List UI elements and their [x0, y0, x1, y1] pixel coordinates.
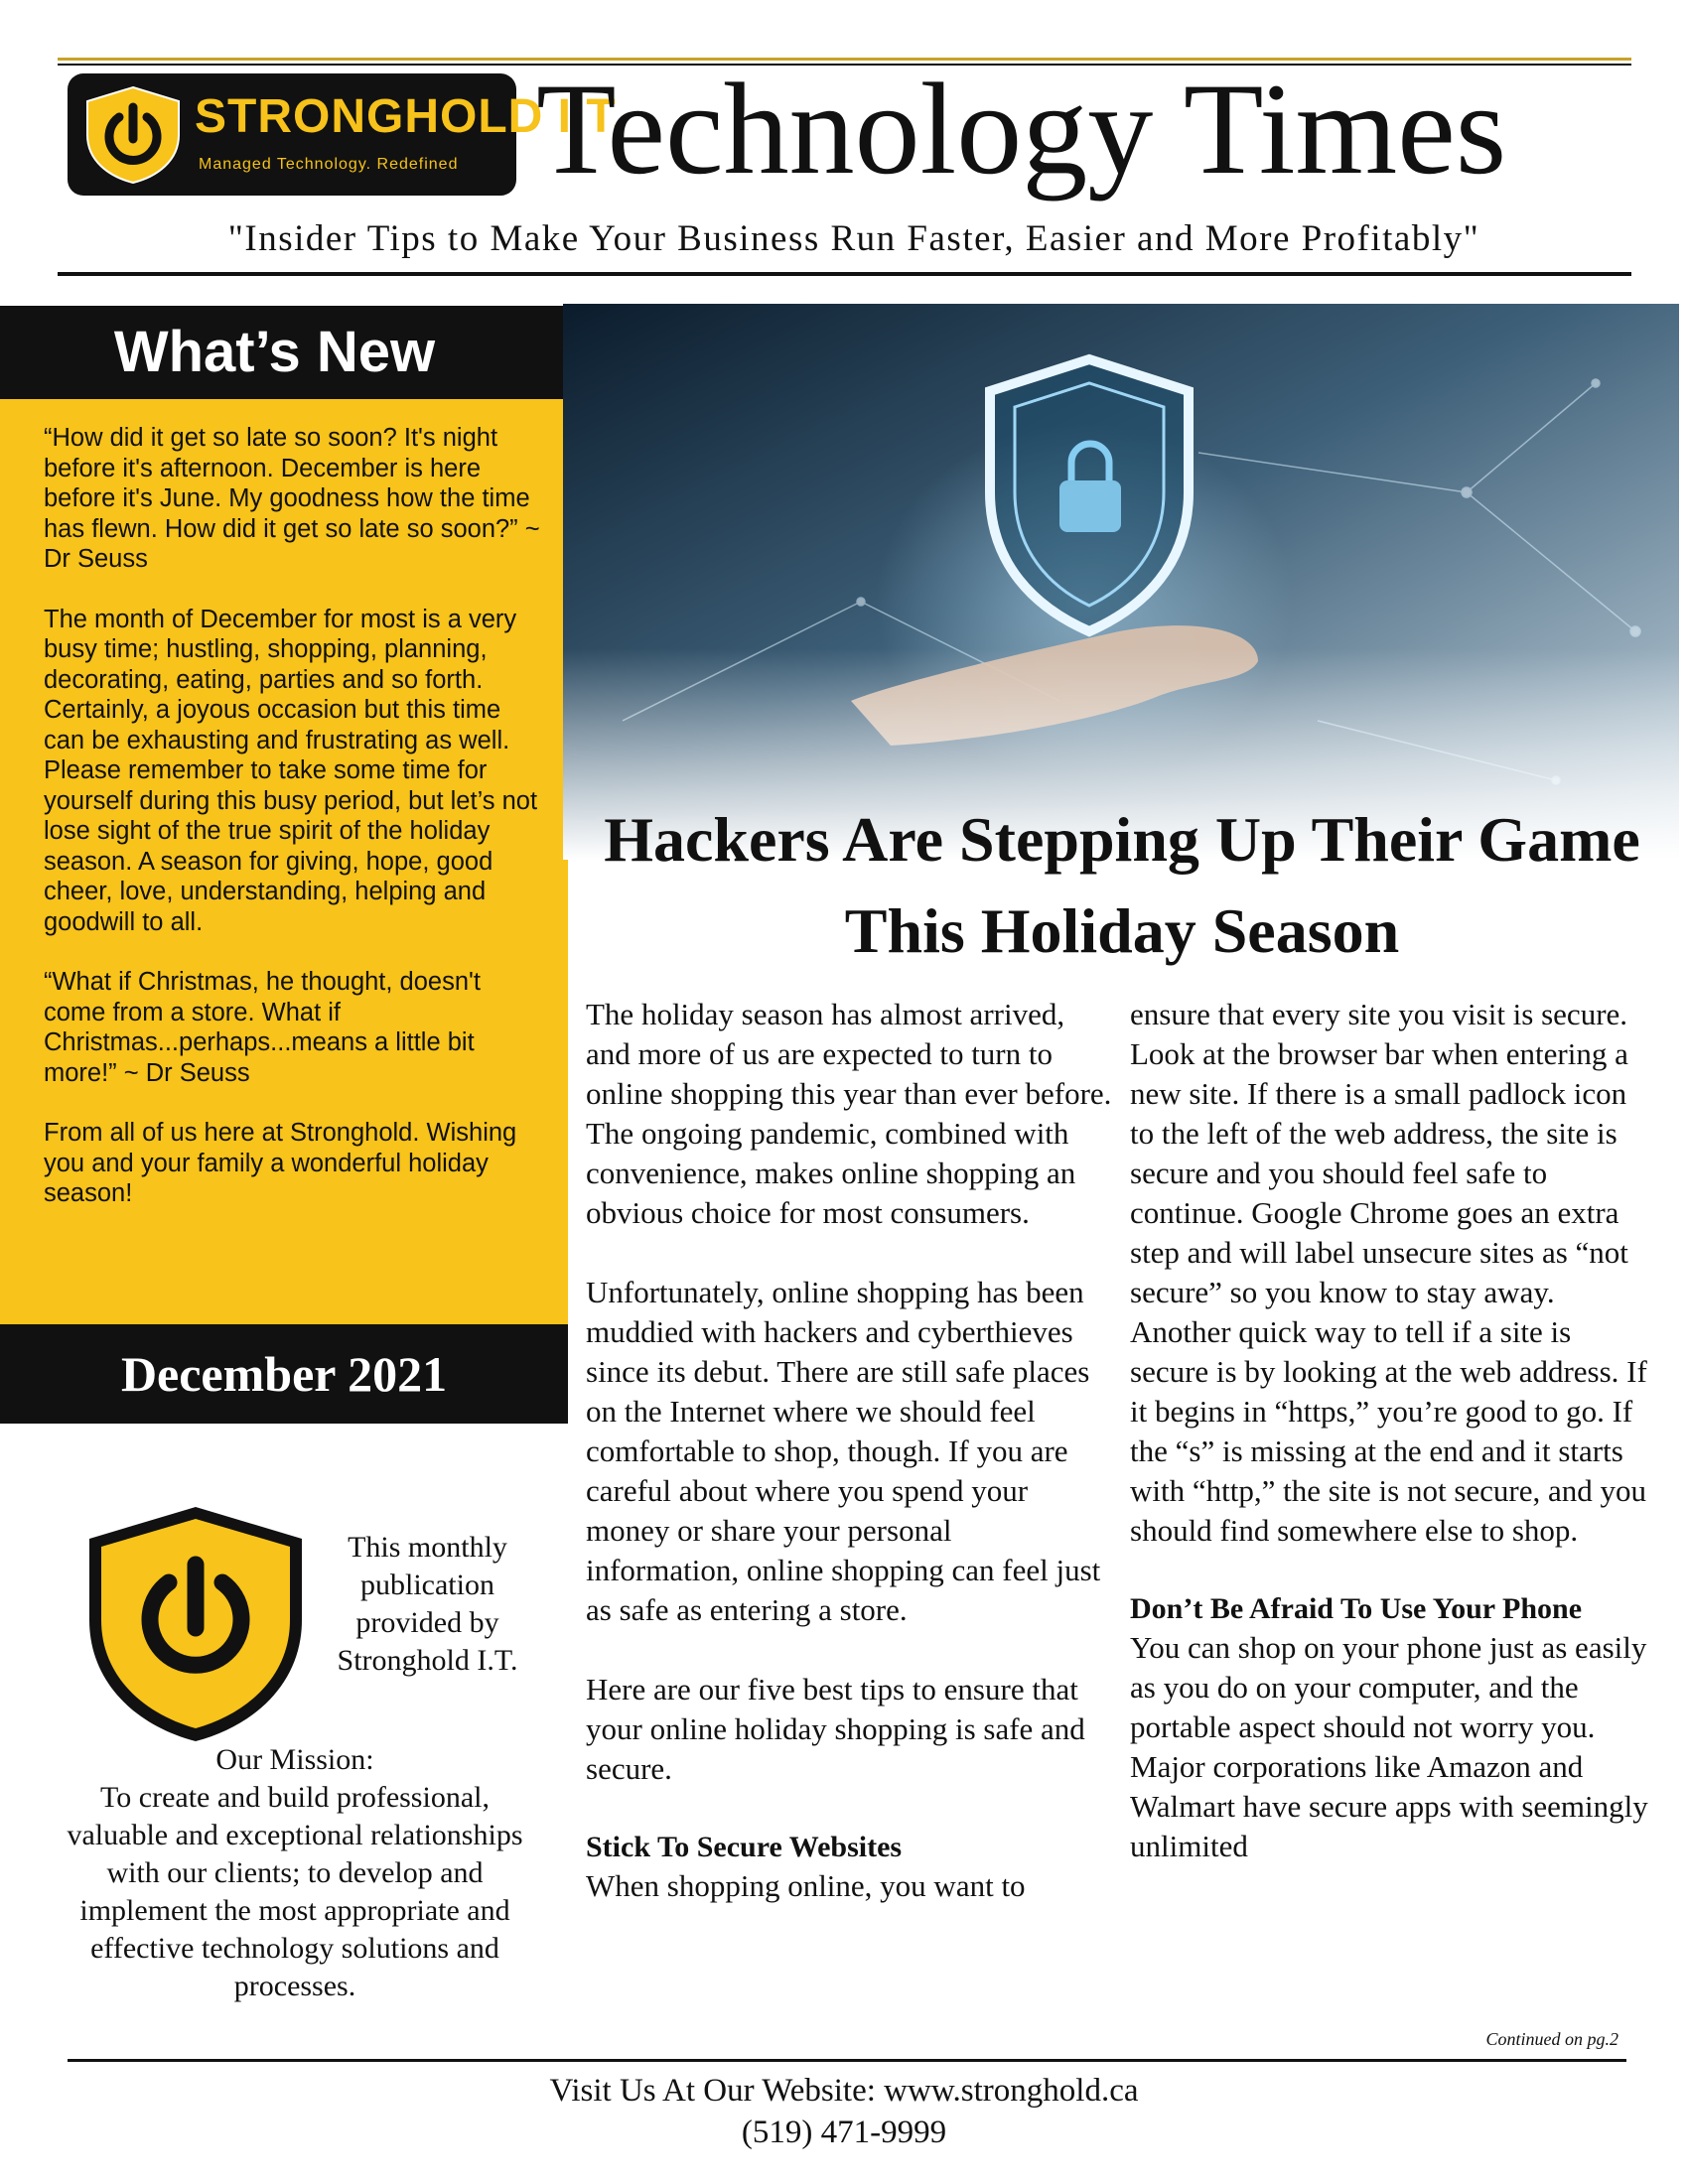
- article-paragraph: Here are our five best tips to ensure that your online holiday shopping is safe and secure.: [586, 1672, 1085, 1786]
- article-column-2: [1130, 995, 1656, 2027]
- masthead-bottom-rule: [58, 272, 1631, 276]
- hero-cybersecurity-image: [563, 304, 1679, 860]
- article-paragraph: ensure that every site you visit is secure. Look at the browser bar when entering a new site. If there is a small padlock icon to the left of the web address, the site is secure and you should feel safe to continue. Google Chrome goes an extra step and will label unsecure sites as “not secure” so you know to stay away. Another quick way to tell if a site is secure is by looking at the web address. If it begins in “https,” you’re good to go. If the “s” is missing at the end and it starts with “http,” the site is not secure, and you should find somewhere else to shop.: [1130, 997, 1647, 1548]
- article-paragraph: When shopping online, you want to: [586, 1868, 1026, 1903]
- power-shield-icon: [79, 83, 187, 187]
- logo-tagline: Managed Technology. Redefined: [199, 156, 459, 173]
- whats-new-paragraph: The month of December for most is a very busy time; hustling, shopping, planning, decorating, eating, parties and so forth. Certainly, a joyous occasion but this time can be exhausting and frustrating as well. Please remember to take some time for yourself during this busy period, but let’s not lose sight of the true spirit of the holiday season. A season for giving, hope, good cheer, love, understanding, helping and goodwill to all.: [44, 605, 538, 936]
- article-paragraph: You can shop on your phone just as easily as you do on your computer, and the portable aspect should not worry you. Major corporations like Amazon and Walmart have secure apps with seemingly unlimited: [1130, 1630, 1648, 1863]
- mission-text: To create and build professional, valuable and exceptional relationships with our clients; to develop and implement the most appropriate and effective technology solutions and processes.: [67, 1781, 523, 2002]
- newsletter-tagline: "Insider Tips to Make Your Business Run Faster, Easier and More Profitably": [227, 218, 1480, 259]
- continued-note: Continued on pg.2: [1485, 2029, 1618, 2049]
- whats-new-paragraph: “How did it get so late so soon? It's night before it's afternoon. December is here before it's June. My goodness how the time has flewn. How did it get so late so soon?” ~ Dr Seuss: [44, 424, 540, 573]
- mission-title: Our Mission:: [215, 1743, 374, 1776]
- article-paragraph: Unfortunately, online shopping has been muddied with hackers and cyberthieves since its debut. There are still safe places on the Internet where we should feel comfortable to shop, though. If you are careful about where you spend your money or share your personal information, online shopping can feel just as safe as entering a store.: [586, 1275, 1101, 1627]
- footer-rule: [68, 2059, 1626, 2062]
- whats-new-paragraph: From all of us here at Stronghold. Wishing you and your family a wonderful holiday season!: [44, 1119, 517, 1207]
- logo-name: STRONGHOLD I.T.: [195, 90, 626, 143]
- whats-new-text: [44, 423, 540, 1297]
- newsletter-title: Technology Times: [536, 56, 1507, 202]
- article-headline: Hackers Are Stepping Up Their Game This Holiday Season: [604, 804, 1640, 966]
- whats-new-paragraph: “What if Christmas, he thought, doesn't come from a store. What if Christmas...perhaps...means a little bit more!” ~ Dr Seuss: [44, 968, 481, 1087]
- article-paragraph: The holiday season has almost arrived, and more of us are expected to turn to online shopping this year than ever before. The ongoing pandemic, combined with convenience, makes online shopping an obvious choice for most consumers.: [586, 997, 1112, 1230]
- article-subheading: Stick To Secure Websites: [586, 1831, 903, 1863]
- article-column-1: [586, 995, 1112, 2027]
- mission-statement: [62, 1741, 528, 2039]
- issue-date: December 2021: [120, 1346, 448, 1402]
- footer-phone: (519) 471-9999: [741, 2115, 947, 2150]
- power-shield-icon: [81, 1501, 310, 1747]
- whats-new-heading: What’s New: [113, 320, 436, 384]
- publisher-note: This monthly publication provided by Stronghold I.T.: [337, 1531, 518, 1677]
- article-subheading: Don’t Be Afraid To Use Your Phone: [1130, 1592, 1583, 1625]
- footer-website: Visit Us At Our Website: www.stronghold.ca: [549, 2073, 1139, 2109]
